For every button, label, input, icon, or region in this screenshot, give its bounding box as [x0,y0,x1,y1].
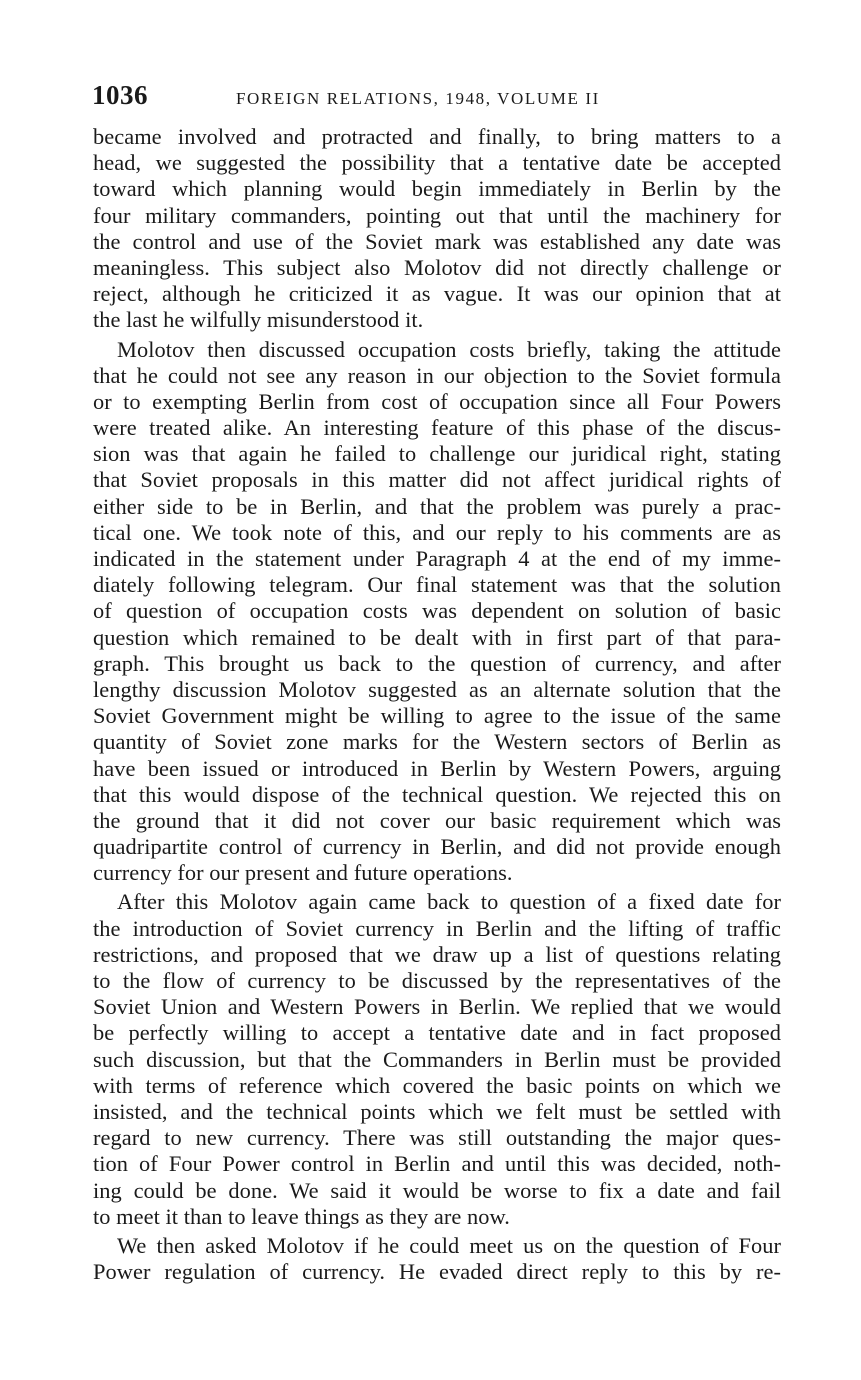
text-line: the ground that it did not cover our basic requirement which was [93,807,781,833]
text-line: the introduction of Soviet currency in Berlin and the lifting of traffic [93,915,781,941]
text-line: tical one. We took note of this, and our reply to his comments are as [93,519,781,545]
text-line: After this Molotov again came back to question of a fixed date for [117,889,781,915]
text-line: Molotov then discussed occupation costs briefly, taking the attitude [117,336,781,362]
text-line: insisted, and the technical points which we felt must be settled with [93,1098,781,1124]
text-line: meaningless. This subject also Molotov did not directly challenge or [93,254,781,280]
text-line: lengthy discussion Molotov suggested as an alternate solution that the [93,676,781,702]
text-line: the control and use of the Soviet mark was established any date was [93,228,781,254]
paragraph-1 [93,124,781,334]
page-number: 1036 [92,80,148,110]
text-line: quadripartite control of currency in Berlin, and did not provide enough [93,834,781,860]
text-line: have been issued or introduced in Berlin by Western Powers, arguing [93,755,781,781]
text-line: or to exempting Berlin from cost of occupation since all Four Powers [93,388,781,414]
text-line: quantity of Soviet zone marks for the Western sectors of Berlin as [93,729,781,755]
text-line: of question of occupation costs was dependent on solution of basic [93,598,781,624]
text-line: Soviet Union and Western Powers in Berlin. We replied that we would [93,994,781,1020]
text-line: the last he wilfully misunderstood it. [93,307,424,333]
text-line: that this would dispose of the technical question. We rejected this on [93,781,781,807]
text-line: indicated in the statement under Paragraph 4 at the end of my imme- [93,546,781,571]
text-line: with terms of reference which covered the basic points on which we [93,1072,781,1098]
text-line: that he could not see any reason in our objection to the Soviet formula [93,362,781,388]
text-line: Soviet Government might be willing to agree to the issue of the same [93,703,781,729]
text-line: tion of Four Power control in Berlin and until this was decided, noth- [93,1151,781,1177]
text-line: either side to be in Berlin, and that the problem was purely a prac- [93,493,781,519]
text-line: be perfectly willing to accept a tentative date and in fact proposed [93,1020,781,1046]
text-line: Power regulation of currency. He evaded direct reply to this by re- [93,1259,781,1285]
text-line: graph. This brought us back to the question of currency, and after [93,650,781,676]
text-line: regard to new currency. There was still outstanding the major ques- [93,1125,781,1151]
paragraph-3 [93,889,781,1229]
paragraph-2 [93,337,781,887]
text-line: such discussion, but that the Commanders in Berlin must be provided [93,1046,781,1072]
text-line: We then asked Molotov if he could meet us on the question of Four [117,1232,781,1258]
text-line: question which remained to be dealt with in first part of that para- [93,624,781,650]
text-line: restrictions, and proposed that we draw up a list of questions relating [93,941,781,967]
text-line: four military commanders, pointing out that until the machinery for [93,202,781,228]
text-line: to the flow of currency to be discussed by the representatives of the [93,968,781,993]
text-line: toward which planning would begin immediately in Berlin by the [93,176,781,202]
text-line: diately following telegram. Our final statement was that the solution [93,572,781,598]
text-line: were treated alike. An interesting feature of this phase of the discus- [93,415,781,441]
body-text [93,124,781,1285]
text-line: ing could be done. We said it would be worse to fix a date and fail [93,1177,781,1203]
running-head [92,80,792,112]
text-line: that Soviet proposals in this matter did not affect juridical rights of [93,467,781,493]
paragraph-4 [93,1233,781,1285]
text-line: head, we suggested the possibility that a tentative date be accepted [93,150,781,176]
text-line: reject, although he criticized it as vague. It was our opinion that at [93,281,781,307]
text-line: sion was that again he failed to challenge our juridical right, stating [93,441,781,467]
text-line: became involved and protracted and finally, to bring matters to a [93,124,781,149]
text-line: to meet it than to leave things as they are now. [93,1203,510,1229]
running-title: FOREIGN RELATIONS, 1948, VOLUME II [236,89,600,108]
text-line: currency for our present and future operations. [93,860,513,886]
